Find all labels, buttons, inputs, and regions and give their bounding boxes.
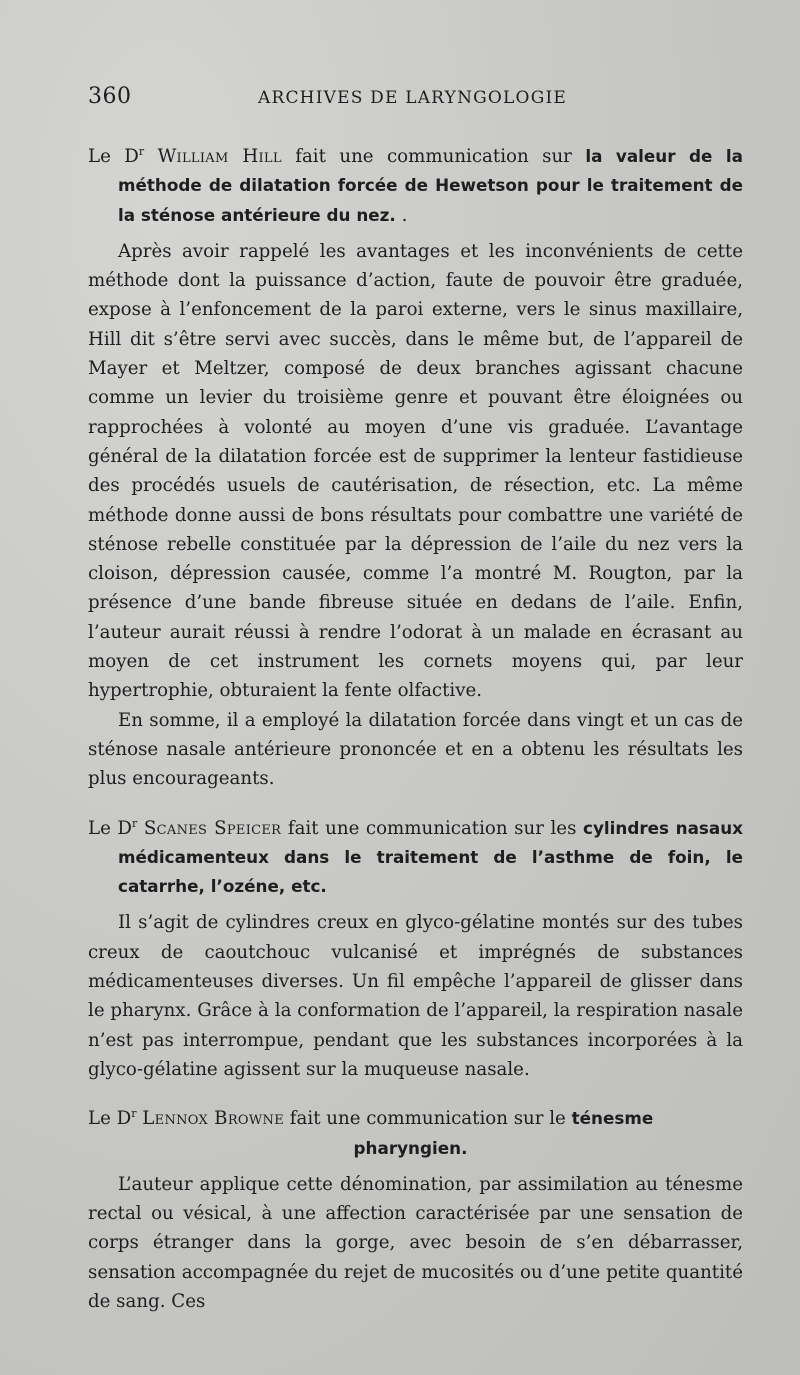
- hill-trailing: .: [395, 204, 408, 226]
- speicer-intro-prefix: Le D: [88, 817, 133, 839]
- speicer-author: Scanes Speicer: [143, 817, 282, 839]
- speicer-intro-verb: fait une communication sur les: [281, 817, 583, 839]
- browne-heading: [88, 1104, 743, 1163]
- hill-author: William Hill: [157, 146, 282, 167]
- browne-topic-line1: ténesme: [571, 1108, 654, 1129]
- speicer-topic: cylindres nasaux médicamenteux dans le traitement de l’asthme de foin, le catarrhe, l’ozéne, etc.: [118, 817, 743, 897]
- hill-intro-sup: r: [138, 144, 145, 158]
- browne-paragraph-1: L’auteur applique cette dénomination, par assimilation au ténesme rectal ou vésical, à une affection caractérisée par une sensation de corps étranger dans la gorge, avec besoin de s’en débarrasser, sensation accompagnée du rejet de mucosités ou d’une petite quantité de sang. Ces: [88, 1173, 743, 1312]
- browne-intro-verb: fait une communication sur le: [284, 1108, 572, 1130]
- browne-intro-sup: r: [131, 1107, 137, 1121]
- hill-heading: [88, 142, 743, 230]
- browne-topic-line2: pharyngien.: [353, 1137, 468, 1158]
- browne-author: Lennox Browne: [142, 1108, 285, 1130]
- running-title: ARCHIVES DE LARYNGOLOGIE: [258, 88, 567, 108]
- hill-paragraph-2: En somme, il a employé la dilatation forcée dans vingt et un cas de sténose nasale antérieure prononcée et en a obtenu les résultats les plus encourageants.: [88, 709, 743, 790]
- body-text: [88, 142, 743, 1316]
- page-header: [88, 84, 748, 114]
- speicer-heading: [88, 814, 743, 902]
- browne-intro-prefix: Le D: [88, 1108, 132, 1130]
- hill-topic: la valeur de la méthode de dilatation forcée de Hewetson pour le traitement de la sténose antérieure du nez.: [118, 146, 743, 225]
- hill-paragraph-1: Après avoir rappelé les avantages et les inconvénients de cette méthode dont la puissance d’action, faute de pouvoir être graduée, expose à l’enfoncement de la paroi externe, vers le sinus maxillaire, Hill dit s’être servi avec succès, dans le même but, de l’appareil de Mayer et Meltzer, composé de deux branches agissant chacune comme un levier du troisième genre et pouvant être éloignées ou rapprochées à volonté au moyen d’une vis graduée. L’avantage général de la dilatation forcée est de supprimer la lenteur fastidieuse des procédés usuels de cautérisation, de résection, etc. La même méthode donne aussi de bons résultats pour combattre une variété de sténose rebelle constituée par la dépression de l’aile du nez vers la cloison, dépression causée, comme l’a montré M. Rougton, par la présence d’une bande fibreuse située en dedans de l’aile. Enfin, l’auteur aurait réussi à rendre l’odorat à un malade en écrasant au moyen de cet instrument les cornets moyens qui, par leur hypertrophie, obturaient la fente olfactive.: [88, 240, 743, 702]
- hill-intro-prefix: Le D: [88, 146, 139, 167]
- speicer-intro-sup: r: [132, 816, 138, 830]
- page-number: 360: [88, 84, 132, 109]
- hill-intro-verb: fait une communication sur: [281, 146, 586, 167]
- speicer-paragraph-1: Il s’agit de cylindres creux en glyco-gélatine montés sur des tubes creux de caoutchouc vulcanisé et imprégnés de substances médicamenteuses diverses. Un fil empêche l’appareil de glisser dans le pharynx. Grâce à la conformation de l’appareil, la respiration nasale n’est pas interrompue, pendant que les substances incorporées à la glyco-gélatine agissent sur la muqueuse nasale.: [88, 912, 743, 1080]
